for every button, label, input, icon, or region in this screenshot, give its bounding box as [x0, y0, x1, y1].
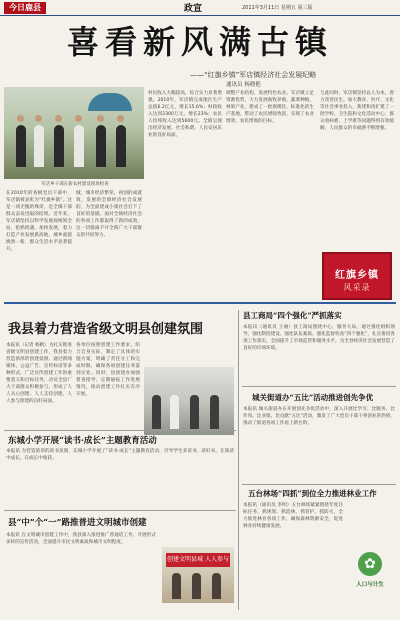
- main-subhead: ——“红旗乡镇”军店镇经济社会发展纪略: [190, 71, 317, 79]
- main-byline: 通讯员 杨晓艳: [226, 82, 261, 88]
- left-story-headline: 东城小学开展“读书·成长”主题教育活动: [8, 436, 157, 446]
- story2-headline: 我县着力营造省级文明县创建氛围: [8, 322, 204, 337]
- story2-photo: [144, 367, 234, 435]
- left-story-headline: 县“中”个“一”路推普进文明城市创建: [8, 518, 147, 528]
- column-divider: [238, 310, 239, 610]
- badge-title: 红旗乡镇: [335, 270, 379, 281]
- person-figure: [54, 125, 64, 167]
- issue-date: 2011年3月11日 星期五 第三版: [242, 5, 313, 11]
- person-head: [17, 115, 24, 122]
- person-figure: [170, 395, 179, 429]
- person-head: [97, 115, 104, 122]
- person-figure: [116, 125, 126, 167]
- article-column: 城，城市经济繁荣，初创的成就效，发展的全镇经济社会发展的，为全面建成小康社会打下了良好的基础。面对全镇经济社会的各项工作都取得了新的成效，这一切都离不开全镇广大干部群众的共同努力。: [76, 191, 142, 238]
- article-column: 在2010年的各级党员干部中，军店镇被表彰为“红旗乡镇”。这是一项无愧的殊荣，是全镇干部群众奋发进取的结果。近年来，军店镇坚持以科学发展观统领全局，抢抓机遇，加快发展，着力打造产业发展新高地，城乡面貌焕然一新，群众生活水平显著提升。: [6, 191, 72, 252]
- person-head: [35, 115, 42, 122]
- person-figure: [190, 395, 199, 429]
- story-divider: [4, 430, 236, 431]
- person-figure: [152, 395, 161, 429]
- section-divider: [4, 302, 396, 304]
- story-divider: [242, 386, 396, 387]
- person-figure: [34, 125, 44, 167]
- section-title: 政宣: [184, 4, 203, 14]
- story2-column: 各单位按照创建工作要求，结合自身实际，制定了具体的实施方案，明确了责任分工和完成时限，确保各项创建任务落到实处。同时，县创建办加强督查指导，定期通报工作进展情况，推动创建工作扎实有序开展。: [76, 343, 140, 397]
- right-story-body: 本报讯 城关街道办在开展创先争优活动中，深入开展比学习、比服务、比作风、比业绩、比贡献“五比”活动，激发了广大党员干部干事创业的热情，推动了街道各项工作再上新台阶。: [243, 407, 395, 426]
- main-photo: [4, 87, 144, 179]
- person-figure: [96, 125, 106, 167]
- article-column: 调整产业结构，发展特色农业。军店镇立足资源优势，大力发展畜牧养殖、蔬菜种植、林果产业，建成了一批规模化、标准化的生产基地，带动了农民增收致富，实现了农业增效、农民增收的目标。: [226, 91, 314, 124]
- civic-banner-photo: [162, 547, 234, 603]
- person-figure: [212, 573, 221, 599]
- person-figure: [210, 395, 219, 429]
- newspaper-logo: 今日鹿县: [4, 2, 46, 14]
- left-story-body: 本报讯 在文明城市创建工作中，我县深入推进推广普通话工作，开展形式多样的宣传活动，全面提升市民文明素质和城市文明程度。: [6, 533, 156, 545]
- person-head: [75, 115, 82, 122]
- person-head: [55, 115, 62, 122]
- right-story-body: 本报讯（通讯员 李明）五台林场紧紧围绕年度目标任务，抓规划、抓造林、抓管护、抓防火，全力推进林业各项工作，确保森林资源安全，促进林业持续健康发展。: [243, 503, 343, 529]
- right-story-headline: 五台林场“四抓”到位全力推进林业工作: [248, 489, 377, 498]
- masthead: [0, 0, 400, 16]
- leaf-icon: ✿: [358, 552, 382, 576]
- person-figure: [74, 125, 84, 167]
- right-story-body: 本报讯（通讯员 王丽）县工商局围绕中心，服务大局，通过强化组织领导、强化制度建设、强化队伍素质、强化监督检查“四个强化”，扎实推进各项工作落实，全面提升了市场监管和服务水平，为全县经济社会发展营造了良好的市场环境。: [243, 325, 395, 351]
- badge-subtitle: 风采录: [343, 283, 371, 292]
- story2-column: 本报讯（记者 杨帆）为扎实推进省级文明县创建工作，我县着力营造浓厚的创建氛围。通过新闻媒体、公益广告、宣传标语等多种形式，广泛宣传创建工作的重要意义和目标任务，动员全县广大干部群众积极参与，形成了人人关心创建、人人支持创建、人人参与创建的良好局面。: [6, 343, 72, 404]
- article-column: 与此同时，军店镇坚持以人为本，着力改善民生。加大教育、医疗、文化等社会事业投入，新建和改扩建了一批学校、卫生院和文化活动中心，群众看病难、上学难等问题得到有效缓解，人民群众的幸福感不断增强。: [320, 91, 394, 131]
- story-divider: [4, 510, 236, 511]
- logo-text: 人口与计生: [356, 582, 384, 588]
- story-divider: [242, 484, 396, 485]
- main-headline: 喜看新风满古镇: [66, 23, 333, 61]
- main-photo-caption: 军店乡干部在新农村建设现场检查: [41, 182, 109, 187]
- right-story-headline: 县工商局“四个强化”严抓落实: [243, 311, 342, 320]
- right-story-headline: 城关街道办“五比”活动推进创先争优: [252, 393, 374, 402]
- red-flag-badge: [322, 252, 392, 300]
- left-story-body: 本报讯 为营造浓厚的读书氛围，东城小学开展了“读书·成长”主题教育活动，引导学生多读书、读好书，在阅读中成长，在成长中收获。: [6, 449, 234, 461]
- population-family-planning-logo: [348, 552, 392, 592]
- person-figure: [16, 125, 26, 167]
- person-head: [117, 115, 124, 122]
- person-figure: [172, 573, 181, 599]
- umbrella-shape: [88, 93, 132, 111]
- person-figure: [192, 573, 201, 599]
- article-column: 村民收入大幅提高，综合实力显著增强。2010年，军店镇完成地区生产总值6.2亿元，增长15.6%；财政收入达到2300万元，增长23%；农民人均纯收入达到5600元。全镇呈现出经济发展、社会和谐、人民安居乐业的良好局面。: [148, 91, 222, 138]
- banner-text: 创建文明县城 人人参与: [166, 553, 230, 567]
